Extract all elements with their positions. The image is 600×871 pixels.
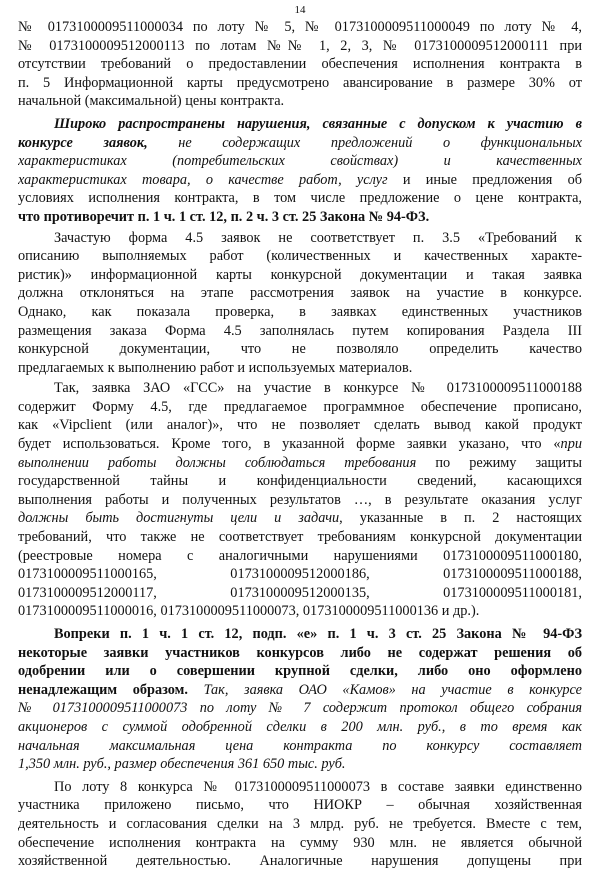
paragraph-1 [18, 18, 582, 111]
text-line: как «Vipclient (или аналог)», что не позволяет сделать вывод какой продукт [18, 417, 582, 434]
italic-fragment: должны быть достигнуты цели и задачи [18, 510, 340, 527]
paragraph-5 [18, 625, 582, 774]
text-line [18, 171, 582, 190]
italic-fragment: при [560, 436, 582, 453]
text-line: деятельность и согласования сделки на 3 млрд. руб. не требуется. Вместе с тем, [18, 815, 582, 832]
text-line: выполнения работы и полученных результатов …, в результате оказания услуг [18, 491, 582, 508]
text-line: 0173100009511000016, 0173100009511000073, 0173100009511000136 и др.). [18, 603, 480, 620]
text-line: Вопреки п. 1 ч. 1 ст. 12, подп. «е» п. 1 ч. 3 ст. 25 Закона № 94-ФЗ [54, 626, 582, 642]
text-line: начальная максимальная цена контракта по конкурсу составляет [18, 737, 582, 754]
page-number: 14 [294, 4, 306, 16]
text-line: обеспечение исполнения контракта на сумму 930 млн. не является обычной [18, 834, 582, 851]
text-line: характеристиках (потребительских свойствах) и качественных [18, 153, 582, 170]
text-line: 0173100009511000165, 0173100009512000186, 0173100009511000188, [18, 566, 582, 583]
text-line [18, 134, 582, 153]
text-line: требований, что также не соответствует требованиям конкурсной документации [18, 529, 582, 546]
text-line: (реестровые номера с аналогичными нарушениями 0173100009511000180, [18, 547, 582, 564]
text-line: некоторые заявки участников конкурсов либо не содержат решения об [18, 644, 582, 661]
text-line: участника приложено письмо, что НИОКР – обычная хозяйственная [18, 797, 582, 814]
text-line: По лоту 8 конкурса № 0173100009511000073 в составе заявки единственно [54, 778, 582, 795]
text-line: описанию выполняемых работ (количественных и качественных характе- [18, 248, 582, 265]
italic-fragment: Так, заявка ОАО «Камов» на участие в конкурсе [187, 681, 582, 698]
italic-fragment: характеристиках товара, о качестве работ, услуг [18, 171, 388, 188]
text-line: п. 5 Информационной карты предусмотрено авансирование в размере 30% от [18, 74, 582, 91]
text-fragment: , указанные в п. 2 настоящих [339, 510, 582, 527]
text-line: акционеров с суммой одобренной сделки в 200 млн. руб., в то время как [18, 718, 582, 735]
text-line: конкурсной документации, что не позволяло определить качество [18, 341, 582, 358]
text-line: Широко распространены нарушения, связанные с допуском к участию в [54, 115, 582, 132]
text-fragment: будет использоваться. Кроме того, в указанной форме заявки указано, что « [18, 436, 561, 453]
paragraph-2 [18, 115, 582, 227]
text-line: предлагаемых к выполнению работ и используемых материалов. [18, 359, 413, 376]
text-line: начальной (максимальной) цены контракта. [18, 93, 285, 110]
text-fragment: и иные предложения об [387, 171, 582, 188]
paragraph-3 [18, 229, 582, 378]
text-line: Однако, как показала проверка, в заявках единственных участников [18, 303, 582, 320]
text-line: содержит Форму 4.5, где предлагаемое программное обеспечение прописано, [18, 398, 582, 415]
text-line [18, 435, 582, 454]
document-body [18, 18, 582, 871]
text-fragment: по режиму защиты [416, 454, 582, 471]
bold-fragment: ненадлежащим образом. [18, 681, 188, 698]
text-line: 0173100009512000117, 0173100009512000135, 0173100009511000181, [18, 584, 582, 601]
italic-fragment: выполнении работы должны соблюдаться требования [18, 454, 417, 471]
text-line [18, 509, 582, 528]
italic-fragment: не содержащих предложений о функциональных [147, 134, 582, 151]
text-line: № 0173100009512000113 по лотам №№ 1, 2, 3, № 0173100009512000111 при [18, 37, 582, 54]
text-line: условиях исполнения контракта, в том числе предложение о цене контракта, [18, 190, 582, 207]
text-line: отсутствии требований о предоставлении обеспечения исполнения контракта в [18, 56, 582, 73]
paragraph-4 [18, 379, 582, 621]
bold-italic-fragment: конкурсе заявок, [18, 134, 148, 151]
text-line: № 0173100009511000034 по лоту № 5, № 0173100009511000049 по лоту № 4, [18, 19, 582, 35]
text-line: № 0173100009511000073 по лоту № 7 содержит протокол общего собрания [18, 700, 582, 717]
text-line [18, 454, 582, 473]
text-line: государственной тайны и конфиденциальности сведений, касающихся [18, 473, 582, 490]
text-line: Зачастую форма 4.5 заявок не соответствует п. 3.5 «Требований к [54, 229, 582, 246]
text-line: должна отклоняться на этапе рассмотрения заявок на участие в конкурсе. [18, 285, 582, 302]
text-line: одобрении или о совершении крупной сделки, либо оно оформлено [18, 663, 582, 680]
text-line: размещения заказа Форма 4.5 заполнялась путем копирования Раздела III [18, 322, 582, 339]
text-line: что противоречит п. 1 ч. 1 ст. 12, п. 2 ч. 3 ст. 25 Закона № 94-ФЗ. [18, 208, 430, 225]
text-line: Так, заявка ЗАО «ГСС» на участие в конкурсе № 0173100009511000188 [54, 380, 582, 397]
text-line [18, 681, 582, 700]
text-line: 1,350 млн. руб., размер обеспечения 361 650 тыс. руб. [18, 756, 346, 773]
text-line: ристик)» информационной карты конкурсной документации и такая заявка [18, 266, 582, 283]
text-line: хозяйственной деятельностью. Аналогичные нарушения допущены при [18, 853, 582, 870]
